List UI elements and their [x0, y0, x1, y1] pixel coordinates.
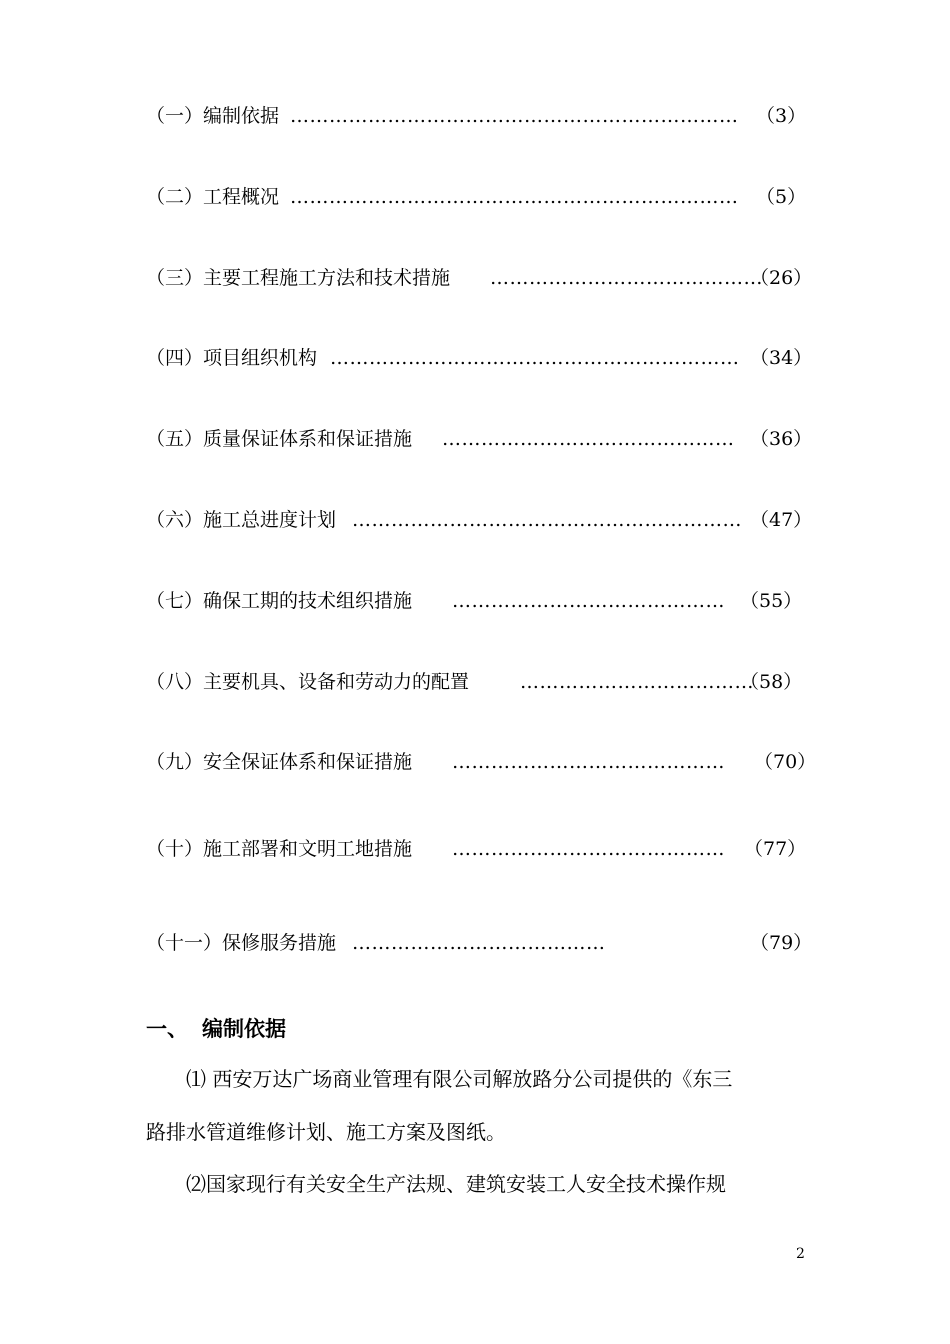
toc-page-ref: （55）: [740, 590, 803, 612]
toc-entry[interactable]: [146, 667, 806, 697]
toc-entry-title: （二）工程概况: [146, 186, 280, 208]
page-number: 2: [796, 1246, 805, 1262]
toc-leader: ……………………………………………………: [352, 509, 742, 531]
toc-entry[interactable]: [146, 586, 806, 616]
toc-leader: ………………………………: [520, 671, 754, 693]
toc-entry[interactable]: [146, 505, 813, 535]
toc-entry[interactable]: [146, 424, 813, 454]
toc-leader: ………………………………………………………: [330, 347, 740, 369]
toc-entry-title: （六）施工总进度计划: [146, 509, 337, 531]
toc-leader: ……………………………………………………………: [290, 186, 739, 208]
toc-page-ref: （47）: [750, 509, 813, 531]
toc-page-ref: （79）: [750, 932, 813, 954]
toc-leader: ……………………………………: [490, 267, 763, 289]
toc-leader: ……………………………………: [452, 751, 725, 773]
toc-entry-title: （七）确保工期的技术组织措施: [146, 590, 413, 612]
toc-page-ref: （5）: [756, 186, 807, 208]
toc-leader: ……………………………………………………………: [290, 105, 739, 127]
toc-entry[interactable]: [146, 834, 806, 864]
toc-page-ref: （26）: [750, 267, 813, 289]
toc-entry-title: （八）主要机具、设备和劳动力的配置: [146, 671, 470, 693]
toc-entry[interactable]: [146, 101, 806, 131]
toc-entry[interactable]: [146, 343, 813, 373]
toc-entry-title: （四）项目组织机构: [146, 347, 318, 369]
toc-page-ref: （36）: [750, 428, 813, 450]
toc-page-ref: （34）: [750, 347, 813, 369]
toc-leader: ………………………………………: [442, 428, 735, 450]
toc-leader: ……………………………………: [452, 838, 725, 860]
toc-page-ref: （70）: [754, 751, 817, 773]
toc-entry-title: （九）安全保证体系和保证措施: [146, 751, 413, 773]
toc-entry-title: （十）施工部署和文明工地措施: [146, 838, 413, 860]
toc-entry-title: （一）编制依据: [146, 105, 280, 127]
section-heading: [146, 1014, 286, 1044]
paragraph-line: ⑴ 西安万达广场商业管理有限公司解放路分公司提供的《东三: [186, 1067, 733, 1091]
toc-page-ref: （58）: [740, 671, 803, 693]
toc-entry[interactable]: [146, 182, 806, 212]
toc-page-ref: （77）: [744, 838, 807, 860]
paragraph-line: 路排水管道维修计划、施工方案及图纸。: [146, 1120, 506, 1144]
toc-entry[interactable]: [146, 928, 813, 958]
paragraph-line: ⑵国家现行有关安全生产法规、建筑安装工人安全技术操作规: [186, 1172, 726, 1196]
toc-leader: …………………………………: [352, 932, 606, 954]
toc-page-ref: （3）: [756, 105, 807, 127]
section-number: 一、: [146, 1016, 188, 1041]
toc-entry-title: （三）主要工程施工方法和技术措施: [146, 267, 451, 289]
toc-leader: ……………………………………: [452, 590, 725, 612]
toc-entry[interactable]: [146, 263, 813, 293]
section-title: 编制依据: [202, 1016, 286, 1041]
toc-entry-title: （十一）保修服务措施: [146, 932, 337, 954]
toc-entry-title: （五）质量保证体系和保证措施: [146, 428, 413, 450]
toc-entry[interactable]: [146, 747, 817, 777]
